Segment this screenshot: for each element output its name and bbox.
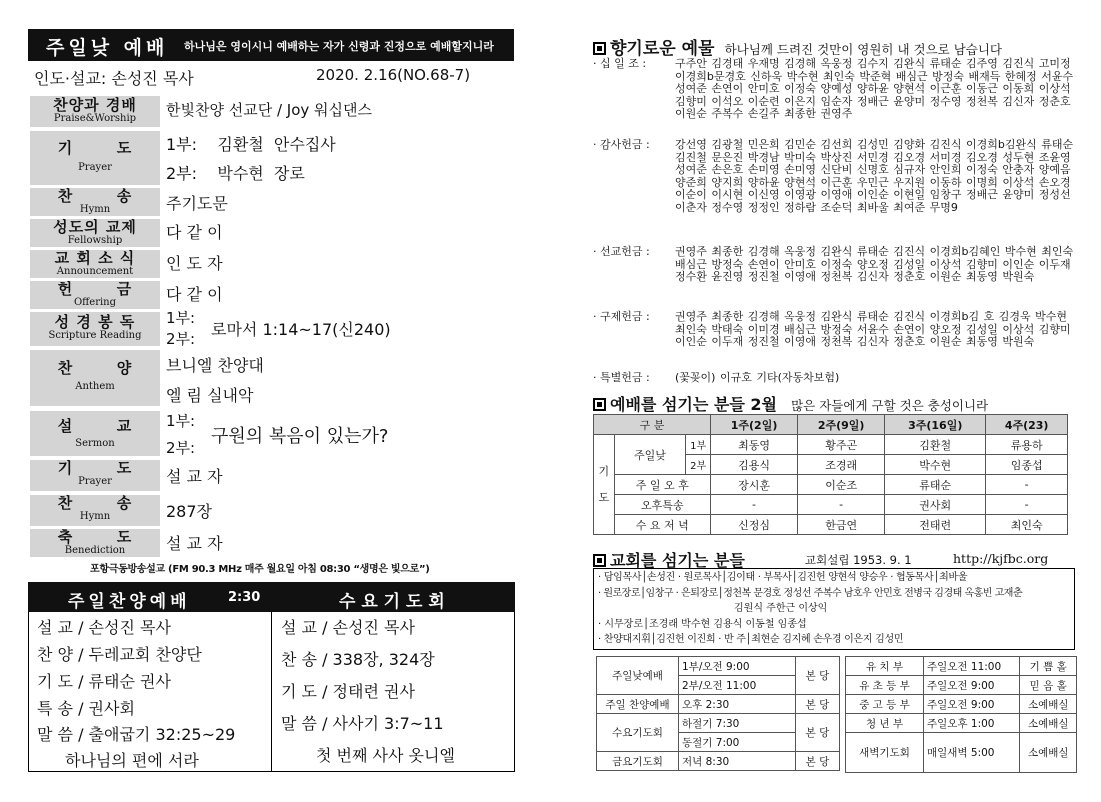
part-label: 1부 xyxy=(686,435,711,455)
order-label xyxy=(30,411,160,456)
offering-key: · 감사헌금 : xyxy=(593,138,650,151)
order-label-en: Sermon xyxy=(75,438,115,449)
wednesday-line: 말 씀 / 사사기 3:7~11 xyxy=(281,714,444,733)
table-cell: 이순조 xyxy=(798,475,885,495)
offering-names: 강선영 김광철 민은희 김민순 김선희 김성민 김양화 김진식 이경희b김완식 류태순 김진철 문은진 박경남 박미숙 박상진 서민경 김오경 서미경 김오경 성두현 조윤영 성여준 손은호 손미영 손미영 신단비 신명호 심규자 안인희 이정숙 안충자 양예음 양준희 양지희 양하윤 양현석 이근훈 우민근 우지원 이동하 이명희 이상석 손오경 이순이 이시현 이신영 이영광 이영애 이인순 이현일 임창구 정배근 윤양미 정성선 이춘자 정수영 정정인 정하람 조순덕 최바울 최여준 무명9 xyxy=(675,138,1074,214)
servants-subtitle: 많은 자들에게 구할 것은 충성이니라 xyxy=(791,398,989,413)
table-cell: 권사회 xyxy=(885,495,986,515)
order-value: 브니엘 찬양대 xyxy=(166,356,264,375)
order-label-en: Prayer xyxy=(78,476,112,487)
offerings-heading xyxy=(593,34,1002,59)
order-label-en: Announcement xyxy=(56,266,134,277)
order-label-en: Scripture Reading xyxy=(48,330,142,341)
order-label-en: Benediction xyxy=(64,545,126,556)
schedule-time: 주일오전 11:00 xyxy=(924,657,1020,676)
order-label-en: Hymn xyxy=(79,511,111,522)
order-part: 2부: xyxy=(166,330,196,348)
table-cell: - xyxy=(798,495,885,515)
section-marker-icon xyxy=(593,554,606,567)
order-label-ko: 설 교 xyxy=(57,417,133,435)
table-cell: 김용식 xyxy=(711,455,798,475)
offering-key: · 특별헌금 : xyxy=(593,371,650,384)
afternoon-line: 말 씀 / 출애굽기 32:25~29 xyxy=(37,725,236,744)
service-date: 2020. 2.16(NO.68-7) xyxy=(316,66,471,84)
table-cell: 한금연 xyxy=(798,515,885,535)
offering-names: 권영주 최종한 김경해 옥웅정 김완식 류태순 김진식 이경희b김혜인 박수현 최인숙 배심근 방정숙 손연이 안미호 이정숙 양오정 김성일 이상석 김향미 이인순 이두재 정수환 윤진영 정진철 이영애 정천복 김신자 정춘호 이원순 최동영 박원숙 xyxy=(675,245,1074,283)
staff-line: · 찬양대지휘│김진헌 이진희 · 반 주│최현순 김지혜 손우경 이은지 김성민 xyxy=(598,634,904,645)
servants-heading xyxy=(593,392,988,415)
afternoon-line: 기 도 / 류태순 권사 xyxy=(37,672,171,691)
section-marker-icon xyxy=(593,42,606,55)
offerings-title: 향기로운 예물 xyxy=(610,39,715,59)
afternoon-line: 하나님의 편에 서라 xyxy=(65,751,199,770)
order-value: 설 교 자 xyxy=(166,534,223,553)
schedule-name: 수요기도회 xyxy=(597,714,679,752)
schedule-place: 믿 음 홀 xyxy=(1020,676,1077,695)
order-label xyxy=(30,188,160,216)
service-title: 주일낮 예배 xyxy=(46,37,169,59)
table-cell: 전태련 xyxy=(885,515,986,535)
row-label: 오후특송 xyxy=(614,495,710,515)
servants-title: 예배를 섬기는 분들 2월 xyxy=(610,395,777,414)
schedule-time: 매일새벽 5:00 xyxy=(924,733,1020,773)
staff-line: · 담임목사│손성진 · 원로목사│김이태 · 부목사│김진헌 양현석 양승우 · 협동목사│최바울 xyxy=(598,572,968,583)
order-label-en: Praise&Worship xyxy=(53,113,137,124)
schedule-left xyxy=(596,656,840,771)
section-marker-icon xyxy=(593,398,606,411)
order-label xyxy=(30,281,160,309)
offering-key: · 십 일 조 : xyxy=(593,57,647,70)
order-value: 다 같 이 xyxy=(166,285,223,304)
table-cell: 최인숙 xyxy=(986,515,1068,535)
order-label xyxy=(30,529,160,557)
order-label xyxy=(30,495,160,526)
schedule-time: 저녁 8:30 xyxy=(679,752,796,771)
schedule-place: 소예배실 xyxy=(1020,733,1077,773)
table-cell: - xyxy=(986,475,1068,495)
order-label-ko: 축 도 xyxy=(57,528,133,546)
table-header: 3주(16일) xyxy=(885,415,986,435)
header-bar xyxy=(28,29,514,61)
order-part: 2부: xyxy=(166,439,196,457)
staff-line: · 원로장로│임창구 · 은퇴장로│정천복 문경호 정성선 주복수 남호우 안민호 전병국 김경태 옥홍빈 고재춘 xyxy=(598,587,1023,599)
table-cell: - xyxy=(711,495,798,515)
staff-title: 교회를 섬기는 분들 xyxy=(610,551,745,570)
order-label-ko: 찬 송 xyxy=(57,494,133,512)
order-label-en: Anthem xyxy=(75,381,115,392)
order-label-en: Prayer xyxy=(78,162,112,173)
wednesday-line: 기 도 / 정태련 권사 xyxy=(281,682,415,701)
afternoon-line: 특 송 / 권사회 xyxy=(37,699,135,718)
afternoon-header xyxy=(28,582,272,612)
schedule-place: 기 쁨 홀 xyxy=(1020,657,1077,676)
order-label-ko: 기 도 xyxy=(57,139,133,157)
order-label-ko: 찬 양 xyxy=(57,359,133,377)
schedule-time: 오후 2:30 xyxy=(679,695,796,714)
table-cell: 황주곤 xyxy=(798,435,885,455)
order-value: 287장 xyxy=(166,502,212,521)
offering-key: · 선교헌금 : xyxy=(593,245,650,258)
schedule-name: 금요기도회 xyxy=(597,752,679,771)
staff-line: 김원식 주한근 이상익 xyxy=(734,603,828,614)
order-value: 1부: 김환철 안수집사 xyxy=(166,135,336,154)
table-cell: 임종섭 xyxy=(986,455,1068,475)
order-value: 엘 림 실내악 xyxy=(166,386,254,405)
staff-line: · 시무장로│조경래 박수현 김용식 이동철 임종섭 xyxy=(598,618,807,630)
staff-box xyxy=(593,568,1075,650)
order-label xyxy=(30,219,160,247)
table-cell: 김환철 xyxy=(885,435,986,455)
schedule-name: 주일낮예배 xyxy=(597,657,679,695)
afternoon-title: 주일찬양예배 xyxy=(68,592,191,612)
schedule-time: 2부/오전 11:00 xyxy=(679,676,796,695)
schedule-time: 하절기 7:30 xyxy=(679,714,796,733)
sermon-title: 구원의 복음이 있는가? xyxy=(211,426,389,447)
order-label-ko: 헌 금 xyxy=(57,280,133,298)
founded-date: 교회설립 1953. 9. 1 xyxy=(805,553,912,567)
order-part: 1부: xyxy=(166,309,196,327)
order-label xyxy=(30,131,160,185)
schedule-right xyxy=(845,656,1077,773)
order-value: 인 도 자 xyxy=(166,254,223,273)
order-label-ko: 교 회 소 식 xyxy=(54,249,136,267)
table-cell: 장시훈 xyxy=(711,475,798,495)
order-label-ko: 성 경 봉 독 xyxy=(54,313,136,331)
table-header: 2주(9일) xyxy=(798,415,885,435)
schedule-name: 유 치 부 xyxy=(846,657,924,676)
afternoon-line: 설 교 / 손성진 목사 xyxy=(37,618,171,637)
schedule-time: 주일오후 1:00 xyxy=(924,714,1020,733)
order-label-ko: 기 도 xyxy=(57,459,133,477)
schedule-name: 유 초 등 부 xyxy=(846,676,924,695)
schedule-place: 소예배실 xyxy=(1020,695,1077,714)
order-value: 다 같 이 xyxy=(166,223,223,242)
table-cell: 박수현 xyxy=(885,455,986,475)
order-part: 1부: xyxy=(166,412,196,430)
broadcast-note: 포항극동방송설교 (FM 90.3 MHz 매주 월요일 아침 08:30 “생명은 빛으로”) xyxy=(90,564,430,575)
order-label-en: Hymn xyxy=(79,204,111,215)
schedule-time: 동절기 7:00 xyxy=(679,733,796,752)
table-header: 구 분 xyxy=(594,415,711,435)
prayer-side-label: 기 도 xyxy=(594,435,615,535)
offering-names: 구주안 김경태 우재명 김경해 옥웅정 김수지 김완식 류태순 김주영 김진식 고미정 이경희b문경호 신하욱 박수현 최인숙 박준혁 배심근 방정숙 배재득 한혜정 서윤수 성여준 손연이 안미호 이정숙 양예성 양하윤 양현석 이근훈 이동근 이동희 이상석 김향미 이석오 이순련 이은지 임순자 정배근 윤양미 정수영 정천복 김신자 정춘호 이원순 주복수 손길주 최종한 권영주 xyxy=(675,57,1074,120)
schedule-place: 본 당 xyxy=(795,752,839,771)
table-cell: 최동영 xyxy=(711,435,798,455)
order-label xyxy=(30,460,160,491)
order-label xyxy=(30,250,160,278)
row-label: 주 일 오 후 xyxy=(614,475,710,495)
schedule-place: 본 당 xyxy=(795,714,839,752)
wednesday-line: 찬 송 / 338장, 324장 xyxy=(281,650,435,669)
order-label-ko: 찬양과 경배 xyxy=(53,96,137,114)
table-cell: 조경래 xyxy=(798,455,885,475)
order-label-ko: 찬 송 xyxy=(57,187,133,205)
order-label-en: Fellowship xyxy=(67,235,123,246)
table-cell: 신정심 xyxy=(711,515,798,535)
table-cell: 류용하 xyxy=(986,435,1068,455)
schedule-place: 본 당 xyxy=(795,695,839,714)
order-label xyxy=(30,350,160,406)
order-value: 로마서 1:14~17(신240) xyxy=(211,320,391,339)
order-label-en: Offering xyxy=(73,297,117,308)
order-value: 2부: 박수현 장로 xyxy=(166,164,305,183)
schedule-name: 주일 찬양예배 xyxy=(597,695,679,714)
wednesday-line: 첫 번째 사사 옷니엘 xyxy=(316,746,455,765)
leader-line xyxy=(34,66,194,89)
offering-names: 권영주 최종한 김경해 옥웅정 김완식 류태순 김진식 이경희b김 호 김경욱 박수현 최인숙 박태숙 이미경 배심근 방정숙 서윤수 손연이 양오정 김성일 이상석 김향미 이인순 이두재 정진철 이영애 정천복 김신자 정춘호 이원순 최동영 박원숙 xyxy=(675,310,1071,348)
afternoon-line: 찬 양 / 두레교회 찬양단 xyxy=(37,645,202,664)
servants-table xyxy=(593,414,1068,535)
order-value: 주기도문 xyxy=(166,194,228,213)
schedule-time: 주일오전 9:00 xyxy=(924,695,1020,714)
table-cell: 류태순 xyxy=(885,475,986,495)
order-label xyxy=(30,96,160,127)
header-verse: 하나님은 영이시니 예배하는 자가 신령과 진정으로 예배할지니라 xyxy=(184,40,494,53)
part-label: 2부 xyxy=(686,455,711,475)
table-header: 4주(23) xyxy=(986,415,1068,435)
wednesday-header xyxy=(271,582,515,612)
schedule-time: 주일오전 9:00 xyxy=(924,676,1020,695)
schedule-name: 중 고 등 부 xyxy=(846,695,924,714)
leader-label: 인도·설교: 손성진 목사 xyxy=(34,69,194,88)
afternoon-time: 2:30 xyxy=(228,590,261,605)
schedule-place: 소예배실 xyxy=(1020,714,1077,733)
schedule-name: 새벽기도회 xyxy=(846,733,924,773)
offerings-subtitle: 하나님께 드려진 것만이 영원히 내 것으로 남습니다 xyxy=(724,42,1003,57)
row-label: 수 요 저 녁 xyxy=(614,515,710,535)
order-value: 한빛찬양 선교단 / Joy 워십댄스 xyxy=(166,101,372,119)
wednesday-line: 설 교 / 손성진 목사 xyxy=(281,618,415,637)
offering-key: · 구제헌금 : xyxy=(593,310,650,323)
table-cell: - xyxy=(986,495,1068,515)
order-label xyxy=(30,312,160,346)
order-label-ko: 성도의 교제 xyxy=(53,218,137,236)
schedule-place: 본 당 xyxy=(795,657,839,695)
schedule-time: 1부/오전 9:00 xyxy=(679,657,796,676)
church-url[interactable]: http://kjfbc.org xyxy=(953,551,1049,566)
order-value: 설 교 자 xyxy=(166,467,223,486)
wednesday-title: 수 요 기 도 회 xyxy=(339,592,445,612)
offering-names: (꽃꽂이) 이규호 기타(자동차보험) xyxy=(675,371,840,384)
schedule-name: 청 년 부 xyxy=(846,714,924,733)
table-header: 1주(2일) xyxy=(711,415,798,435)
sunday-label: 주일낮 xyxy=(614,435,686,475)
